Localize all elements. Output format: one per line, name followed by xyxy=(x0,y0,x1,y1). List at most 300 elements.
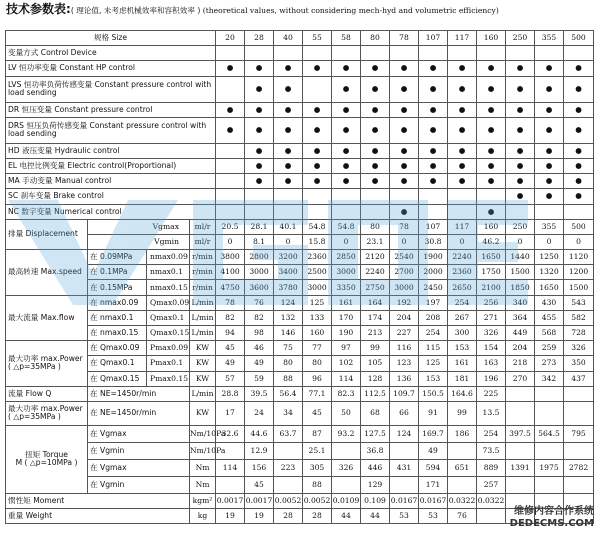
support-mark: ● xyxy=(564,143,594,158)
control-row xyxy=(6,76,594,102)
max-flow-cell: 164 xyxy=(361,295,390,310)
weight-cell: 28 xyxy=(274,509,303,524)
control-row xyxy=(6,61,594,76)
torque-cell xyxy=(535,476,564,493)
max-speed-condition: 在 0.15MPa xyxy=(88,280,147,295)
max-power2-cell: 91 xyxy=(419,401,448,425)
control-label: NC 数字变量 Numerical control xyxy=(6,204,216,219)
torque-cell xyxy=(390,442,419,459)
max-flow-cell: 98 xyxy=(245,326,274,341)
support-mark: ● xyxy=(535,76,564,102)
support-mark: ● xyxy=(361,117,390,143)
flow-cell: 164.6 xyxy=(448,386,477,401)
weight-cell: 53 xyxy=(419,509,448,524)
max-speed-cell: 2360 xyxy=(303,250,332,265)
torque-cell xyxy=(274,442,303,459)
max-flow-cell: 204 xyxy=(390,310,419,325)
displacement-cell: 117 xyxy=(448,219,477,234)
torque-cell: 223 xyxy=(274,459,303,476)
max-power-cell: 273 xyxy=(535,356,564,371)
max-power-cell: 270 xyxy=(506,371,535,386)
support-mark: ● xyxy=(274,158,303,173)
max-speed-symbol: nmax0.15 xyxy=(147,280,190,295)
support-mark: ● xyxy=(535,61,564,76)
max-power-cell: 114 xyxy=(332,371,361,386)
max-speed-cell: 2450 xyxy=(419,280,448,295)
support-mark xyxy=(274,189,303,204)
torque-cell xyxy=(506,476,535,493)
weight-row xyxy=(6,509,594,524)
max-flow-cell: 267 xyxy=(448,310,477,325)
max-flow-cell: 82 xyxy=(216,310,245,325)
max-power-cell: 115 xyxy=(419,341,448,356)
support-mark: ● xyxy=(332,158,361,173)
max-power-cell: 77 xyxy=(303,341,332,356)
weight-cell: 19 xyxy=(216,509,245,524)
max-speed-unit: r/min xyxy=(190,265,216,280)
max-flow-condition: 在 nmax0.15 xyxy=(88,326,147,341)
max-flow-cell: 728 xyxy=(564,326,594,341)
support-mark: ● xyxy=(477,61,506,76)
torque-cell: 431 xyxy=(390,459,419,476)
displacement-unit: ml/r xyxy=(190,219,216,234)
size-col-header: 78 xyxy=(390,31,419,46)
max-flow-row xyxy=(6,310,594,325)
flow-unit: L/min xyxy=(190,386,216,401)
displacement-label xyxy=(6,219,88,249)
support-mark xyxy=(303,189,332,204)
support-mark xyxy=(419,46,448,61)
max-power2-cell: 34 xyxy=(274,401,303,425)
displacement-cell: 23.1 xyxy=(361,234,390,249)
displacement-cell: 0 xyxy=(390,234,419,249)
max-flow-symbol: Qmax0.09 xyxy=(147,295,190,310)
support-mark: ● xyxy=(535,143,564,158)
header-row xyxy=(6,31,594,46)
max-speed-cell: 2500 xyxy=(303,265,332,280)
torque-label-note: M ( △p=10MPa ) xyxy=(15,458,78,468)
max-flow-cell: 132 xyxy=(274,310,303,325)
support-mark xyxy=(216,174,245,189)
max-speed-cell: 3000 xyxy=(332,265,361,280)
torque-cell: 36.8 xyxy=(361,442,390,459)
max-power-row xyxy=(6,341,594,356)
support-mark: ● xyxy=(390,61,419,76)
torque-cell: 32.6 xyxy=(216,425,245,442)
support-mark xyxy=(216,143,245,158)
max-flow-cell: 174 xyxy=(361,310,390,325)
flow-cell xyxy=(506,386,535,401)
displacement-unit: ml/r xyxy=(190,234,216,249)
support-mark: ● xyxy=(564,174,594,189)
max-flow-cell: 227 xyxy=(390,326,419,341)
torque-row xyxy=(6,425,594,442)
displacement-cell: 0 xyxy=(448,234,477,249)
torque-cell: 397.5 xyxy=(506,425,535,442)
support-mark: ● xyxy=(535,117,564,143)
support-mark xyxy=(332,46,361,61)
max-flow-cell: 161 xyxy=(332,295,361,310)
support-mark: ● xyxy=(216,117,245,143)
displacement-cell: 250 xyxy=(506,219,535,234)
moment-row xyxy=(6,493,594,508)
flow-cell: 82.3 xyxy=(332,386,361,401)
support-mark xyxy=(361,189,390,204)
support-mark: ● xyxy=(506,143,535,158)
support-mark: ● xyxy=(245,158,274,173)
support-mark: ● xyxy=(477,76,506,102)
max-flow-condition: 在 nmax0.1 xyxy=(88,310,147,325)
max-flow-cell: 133 xyxy=(303,310,332,325)
max-power-label xyxy=(6,341,88,387)
support-mark: ● xyxy=(361,102,390,117)
torque-unit: Nm/10Pa xyxy=(190,442,216,459)
support-mark: ● xyxy=(303,61,332,76)
support-mark: ● xyxy=(448,76,477,102)
max-speed-unit: r/min xyxy=(190,250,216,265)
torque-cell xyxy=(448,442,477,459)
support-mark: ● xyxy=(332,143,361,158)
max-flow-cell: 76 xyxy=(245,295,274,310)
torque-cell: 93.2 xyxy=(332,425,361,442)
support-mark: ● xyxy=(361,158,390,173)
torque-cell: 127.5 xyxy=(361,425,390,442)
max-power-cell: 49 xyxy=(245,356,274,371)
watermark-site-url: DEDECMS.COM xyxy=(509,518,594,529)
flow-condition: 在 NE=1450r/min xyxy=(88,386,190,401)
max-speed-cell: 2750 xyxy=(361,280,390,295)
support-mark xyxy=(448,204,477,219)
displacement-cell: 0 xyxy=(506,234,535,249)
max-power-row xyxy=(6,356,594,371)
max-power2-label xyxy=(6,401,88,425)
max-speed-cell: 2240 xyxy=(361,265,390,280)
max-speed-cell: 2540 xyxy=(390,250,419,265)
max-speed-cell: 4750 xyxy=(216,280,245,295)
max-speed-cell: 3000 xyxy=(245,265,274,280)
max-flow-cell: 254 xyxy=(448,295,477,310)
support-mark: ● xyxy=(274,143,303,158)
max-speed-row xyxy=(6,265,594,280)
torque-unit: Nm xyxy=(190,459,216,476)
torque-cell: 49 xyxy=(419,442,448,459)
max-power2-cell: 17 xyxy=(216,401,245,425)
displacement-symbol: Vgmax xyxy=(88,219,190,234)
control-row xyxy=(6,117,594,143)
max-flow-cell: 254 xyxy=(419,326,448,341)
max-flow-symbol: Qmax0.1 xyxy=(147,310,190,325)
max-power2-label-note: ( △p=35MPa ) xyxy=(8,412,61,422)
displacement-cell: 0 xyxy=(332,234,361,249)
torque-cell: 45 xyxy=(245,476,274,493)
max-power2-label-text: 最大功率 max.Power xyxy=(8,404,83,414)
support-mark: ● xyxy=(477,174,506,189)
displacement-cell: 80 xyxy=(361,219,390,234)
support-mark: ● xyxy=(448,117,477,143)
max-speed-symbol: nmax0.1 xyxy=(147,265,190,280)
support-mark: ● xyxy=(390,158,419,173)
control-label: DR 恒压变量 Constant pressure control xyxy=(6,102,216,117)
max-flow-unit: L/min xyxy=(190,310,216,325)
support-mark: ● xyxy=(245,76,274,102)
max-speed-cell: 1250 xyxy=(535,250,564,265)
max-power-cell: 105 xyxy=(361,356,390,371)
support-mark: ● xyxy=(535,189,564,204)
max-flow-cell: 197 xyxy=(419,295,448,310)
max-power-unit: KW xyxy=(190,356,216,371)
support-mark: ● xyxy=(274,117,303,143)
max-power-cell: 218 xyxy=(506,356,535,371)
support-mark xyxy=(477,189,506,204)
support-mark: ● xyxy=(361,61,390,76)
torque-cell: 124 xyxy=(390,425,419,442)
max-power-cell: 96 xyxy=(303,371,332,386)
moment-cell: 0.0322 xyxy=(448,493,477,508)
max-power-cell: 80 xyxy=(274,356,303,371)
support-mark xyxy=(390,189,419,204)
support-mark: ● xyxy=(303,174,332,189)
support-mark: ● xyxy=(506,174,535,189)
weight-unit: kg xyxy=(190,509,216,524)
support-mark xyxy=(216,46,245,61)
torque-cell: 73.5 xyxy=(477,442,506,459)
flow-label: 流量 Flow Q xyxy=(6,386,88,401)
flow-row xyxy=(6,386,594,401)
moment-cell: 0.0052 xyxy=(303,493,332,508)
support-mark: ● xyxy=(535,102,564,117)
size-col-header: 117 xyxy=(448,31,477,46)
torque-row xyxy=(6,476,594,493)
max-power-unit: KW xyxy=(190,371,216,386)
watermark-site-name: 维修内容合作系统 xyxy=(514,506,594,517)
torque-condition: 在 Vgmax xyxy=(88,425,190,442)
page-title xyxy=(6,3,499,17)
weight-cell: 19 xyxy=(245,509,274,524)
max-flow-cell: 146 xyxy=(274,326,303,341)
torque-cell: 305 xyxy=(303,459,332,476)
torque-unit: Nm/10Pa xyxy=(190,425,216,442)
torque-cell xyxy=(332,476,361,493)
max-speed-symbol: nmax0.09 xyxy=(147,250,190,265)
displacement-cell: 54.8 xyxy=(303,219,332,234)
moment-unit: kgm² xyxy=(190,493,216,508)
max-flow-cell: 170 xyxy=(332,310,361,325)
support-mark: ● xyxy=(332,117,361,143)
max-power-condition: 在 Qmax0.09 xyxy=(88,341,147,356)
torque-cell: 1975 xyxy=(535,459,564,476)
displacement-cell: 160 xyxy=(477,219,506,234)
support-mark: ● xyxy=(564,102,594,117)
max-speed-cell: 3800 xyxy=(216,250,245,265)
max-speed-cell: 2000 xyxy=(419,265,448,280)
flow-cell: 56.4 xyxy=(274,386,303,401)
max-power-cell: 326 xyxy=(564,341,594,356)
max-power-cell: 125 xyxy=(419,356,448,371)
control-label: HD 液压变量 Hydraulic control xyxy=(6,143,216,158)
support-mark: ● xyxy=(506,158,535,173)
torque-cell: 1391 xyxy=(506,459,535,476)
support-mark xyxy=(245,204,274,219)
max-power-cell: 259 xyxy=(535,341,564,356)
max-power2-cell: 24 xyxy=(245,401,274,425)
max-speed-cell: 3600 xyxy=(245,280,274,295)
support-mark xyxy=(274,204,303,219)
support-mark xyxy=(216,76,245,102)
displacement-cell: 20.5 xyxy=(216,219,245,234)
torque-cell: 446 xyxy=(361,459,390,476)
title-en-note: (theoretical values, without considering mech-hyd and volumetric efficiency) xyxy=(202,6,499,15)
max-power-cell: 123 xyxy=(390,356,419,371)
support-mark: ● xyxy=(506,61,535,76)
support-mark: ● xyxy=(419,61,448,76)
max-power-cell: 437 xyxy=(564,371,594,386)
max-power2-cell: 66 xyxy=(390,401,419,425)
max-flow-cell: 125 xyxy=(303,295,332,310)
max-power2-condition: 在 NE=1450r/min xyxy=(88,401,190,425)
support-mark: ● xyxy=(303,143,332,158)
support-mark: ● xyxy=(448,61,477,76)
size-col-header: 20 xyxy=(216,31,245,46)
max-speed-row xyxy=(6,280,594,295)
torque-cell xyxy=(332,442,361,459)
max-power2-unit: KW xyxy=(190,401,216,425)
support-mark: ● xyxy=(477,143,506,158)
support-mark: ● xyxy=(245,61,274,76)
support-mark xyxy=(245,46,274,61)
torque-cell xyxy=(506,442,535,459)
max-speed-cell: 1500 xyxy=(564,280,594,295)
max-speed-cell: 1500 xyxy=(506,265,535,280)
torque-row xyxy=(6,459,594,476)
support-mark: ● xyxy=(419,158,448,173)
control-row xyxy=(6,204,594,219)
max-speed-cell: 3000 xyxy=(303,280,332,295)
support-mark xyxy=(303,204,332,219)
max-speed-label-text: 最高转速 Max.speed xyxy=(8,267,82,277)
max-flow-cell: 213 xyxy=(361,326,390,341)
max-power-cell: 88 xyxy=(274,371,303,386)
max-speed-condition: 在 0.1MPa xyxy=(88,265,147,280)
support-mark xyxy=(448,46,477,61)
max-speed-cell: 2650 xyxy=(448,280,477,295)
control-label: 变量方式 Control Device xyxy=(6,46,216,61)
torque-cell xyxy=(448,476,477,493)
support-mark xyxy=(332,204,361,219)
displacement-cell: 0 xyxy=(274,234,303,249)
support-mark: ● xyxy=(274,61,303,76)
torque-condition: 在 Vgmin xyxy=(88,476,190,493)
support-mark xyxy=(216,158,245,173)
support-mark: ● xyxy=(390,117,419,143)
torque-row xyxy=(6,442,594,459)
torque-condition: 在 Vgmin xyxy=(88,442,190,459)
support-mark: ● xyxy=(274,174,303,189)
support-mark: ● xyxy=(564,76,594,102)
max-flow-label-text: 最大流量 Max.flow xyxy=(8,312,75,322)
displacement-cell: 0 xyxy=(535,234,564,249)
size-col-header: 58 xyxy=(332,31,361,46)
max-power-cell: 153 xyxy=(419,371,448,386)
weight-cell: 53 xyxy=(390,509,419,524)
max-power2-cell xyxy=(535,401,564,425)
max-power-cell: 49 xyxy=(216,356,245,371)
max-flow-cell: 192 xyxy=(390,295,419,310)
max-power-cell: 161 xyxy=(448,356,477,371)
moment-cell: 0.0017 xyxy=(216,493,245,508)
weight-label: 重量 Weight xyxy=(6,509,190,524)
max-flow-label xyxy=(6,295,88,341)
size-col-header: 250 xyxy=(506,31,535,46)
support-mark: ● xyxy=(448,158,477,173)
displacement-cell: 78 xyxy=(390,219,419,234)
max-power-cell: 181 xyxy=(448,371,477,386)
max-power-cell: 102 xyxy=(332,356,361,371)
max-speed-row xyxy=(6,250,594,265)
max-power-symbol: Pmax0.15 xyxy=(147,371,190,386)
support-mark: ● xyxy=(303,102,332,117)
control-label: MA 手动变量 Manual control xyxy=(6,174,216,189)
max-speed-label xyxy=(6,250,88,296)
torque-cell xyxy=(564,476,594,493)
max-flow-cell: 364 xyxy=(506,310,535,325)
displacement-cell: 8.1 xyxy=(245,234,274,249)
displacement-cell: 28.1 xyxy=(245,219,274,234)
max-speed-cell: 2240 xyxy=(448,250,477,265)
max-power2-cell: 99 xyxy=(448,401,477,425)
max-flow-condition: 在 nmax0.09 xyxy=(88,295,147,310)
control-label: SC 刹车变量 Brake control xyxy=(6,189,216,204)
max-power-cell: 45 xyxy=(216,341,245,356)
support-mark: ● xyxy=(564,189,594,204)
max-power-cell: 46 xyxy=(245,341,274,356)
support-mark: ● xyxy=(535,174,564,189)
support-mark: ● xyxy=(245,117,274,143)
max-speed-cell: 1320 xyxy=(535,265,564,280)
support-mark xyxy=(245,189,274,204)
max-flow-unit: L/min xyxy=(190,295,216,310)
max-power-cell: 97 xyxy=(332,341,361,356)
max-flow-cell: 160 xyxy=(303,326,332,341)
torque-cell: 63.7 xyxy=(274,425,303,442)
max-flow-cell: 94 xyxy=(216,326,245,341)
max-power-condition: 在 Qmax0.15 xyxy=(88,371,147,386)
support-mark: ● xyxy=(216,102,245,117)
max-flow-cell: 449 xyxy=(506,326,535,341)
moment-cell: 0.0052 xyxy=(274,493,303,508)
displacement-row xyxy=(6,234,594,249)
support-mark: ● xyxy=(419,76,448,102)
torque-cell xyxy=(564,442,594,459)
torque-cell: 87 xyxy=(303,425,332,442)
support-mark xyxy=(361,46,390,61)
moment-cell: 0.0017 xyxy=(245,493,274,508)
support-mark: ● xyxy=(506,117,535,143)
torque-condition: 在 Vgmax xyxy=(88,459,190,476)
support-mark: ● xyxy=(477,117,506,143)
support-mark xyxy=(332,189,361,204)
size-col-header: 355 xyxy=(535,31,564,46)
support-mark xyxy=(535,46,564,61)
displacement-cell: 46.2 xyxy=(477,234,506,249)
torque-cell: 25.1 xyxy=(303,442,332,459)
max-power-cell: 350 xyxy=(564,356,594,371)
torque-cell: 44.6 xyxy=(245,425,274,442)
torque-cell: 171 xyxy=(419,476,448,493)
support-mark: ● xyxy=(390,102,419,117)
moment-cell: 0.0167 xyxy=(390,493,419,508)
displacement-cell: 355 xyxy=(535,219,564,234)
control-label: LV 恒功率变量 Constant HP control xyxy=(6,61,216,76)
